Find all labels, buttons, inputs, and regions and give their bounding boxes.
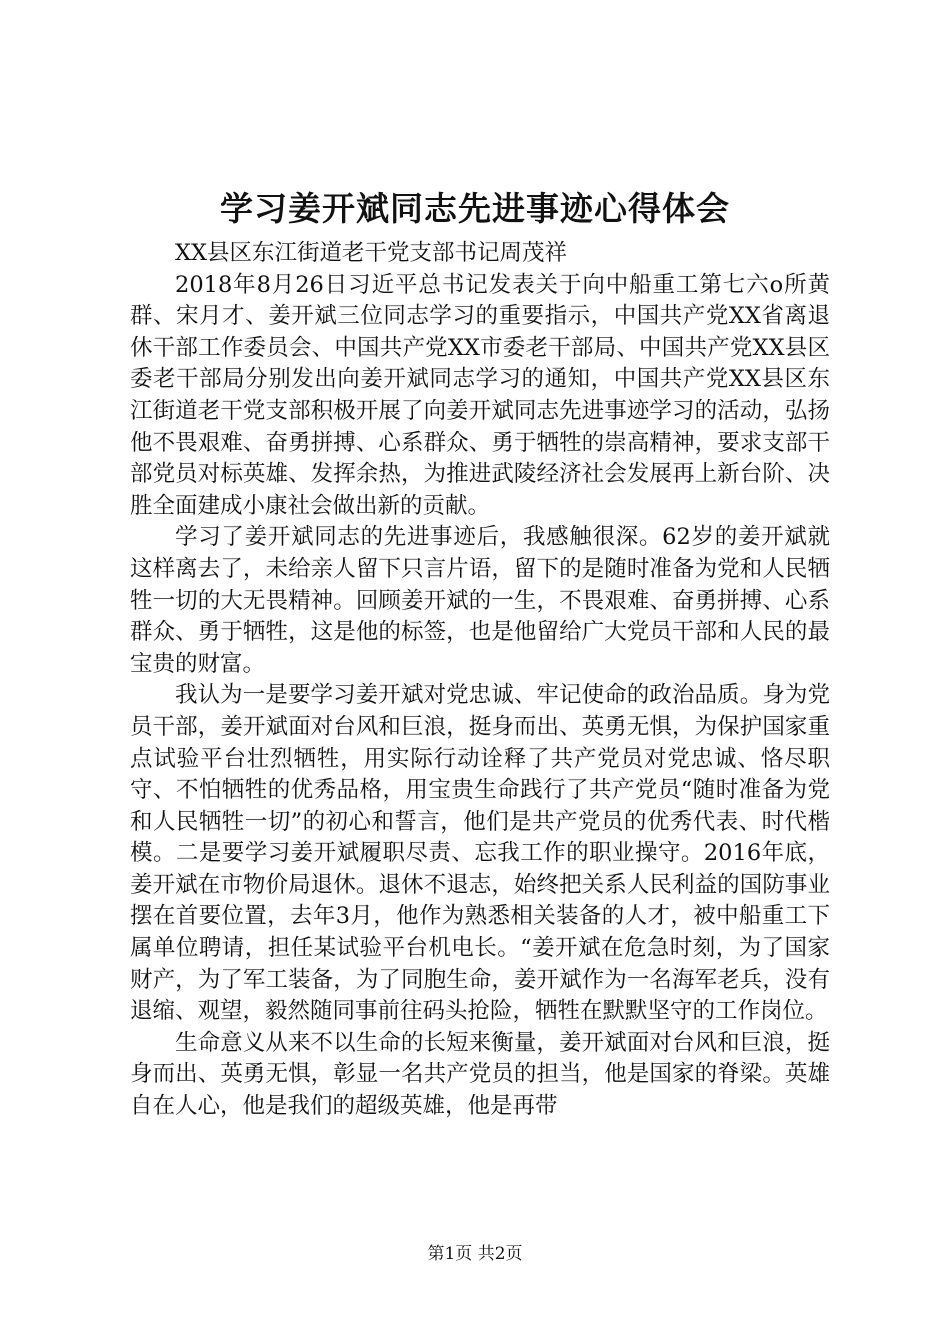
document-title: 学习姜开斌同志先进事迹心得体会	[220, 189, 730, 228]
paragraph-3: 我认为一是要学习姜开斌对党忠诚、牢记使命的政治品质。身为党员干部，姜开斌面对台风和巨浪，挺身而出、英勇无惧，为保护国家重点试验平台壮烈牺牲，用实际行动诠释了共产党员对党忠诚、恪尽职守、不怕牺牲的优秀品格，用宝贵生命践行了共产党员“随时准备为党和人民牺牲一切”的初心和誓言，他们是共产党员的优秀代表、时代楷模。二是要学习姜开斌履职尽责、忘我工作的职业操守。2016年底，姜开斌在市物价局退休。退休不退志，始终把关系人民利益的国防事业摆在首要位置，去年3月，他作为熟悉相关装备的人才，被中船重工下属单位聘请，担任某试验平台机电长。“姜开斌在危急时刻，为了国家财产，为了军工装备，为了同胞生命，姜开斌作为一名海军老兵，没有退缩、观望，毅然随同事前往码头抢险，牺牲在默默坚守的工作岗位。	[130, 682, 830, 1025]
document-body	[130, 238, 830, 1123]
paragraph-2: 学习了姜开斌同志的先进事迹后，我感触很深。62岁的姜开斌就这样离去了，未给亲人留下只言片语，留下的是随时准备为党和人民牺牲一切的大无畏精神。回顾姜开斌的一生，不畏艰难、奋勇拼搏、心系群众、勇于牺牲，这是他的标签，也是他留给广大党员干部和人民的最宝贵的财富。	[130, 524, 830, 677]
paragraph-4: 生命意义从来不以生命的长短来衡量，姜开斌面对台风和巨浪，挺身而出、英勇无惧，彰显一名共产党员的担当，他是国家的脊梁。英雄自在人心，他是我们的超级英雄，他是再带	[130, 1029, 830, 1120]
paragraph-1: 2018年8月26日习近平总书记发表关于向中船重工第七六o所黄群、宋月才、姜开斌三位同志学习的重要指示，中国共产党XX省离退休干部工作委员会、中国共产党XX市委老干部局、中国共产党XX县区委老干部局分别发出向姜开斌同志学习的通知，中国共产党XX县区东江街道老干党支部积极开展了向姜开斌同志先进事迹学习的活动，弘扬他不畏艰难、奋勇拼搏、心系群众、勇于牺牲的崇高精神，要求支部干部党员对标英雄、发挥余热，为推进武陵经济社会发展再上新台阶、决胜全面建成小康社会做出新的贡献。	[130, 271, 830, 519]
page-footer: 第1页 共2页	[427, 1244, 523, 1264]
author-line: XX县区东江街道老干党支部书记周茂祥	[175, 240, 568, 266]
